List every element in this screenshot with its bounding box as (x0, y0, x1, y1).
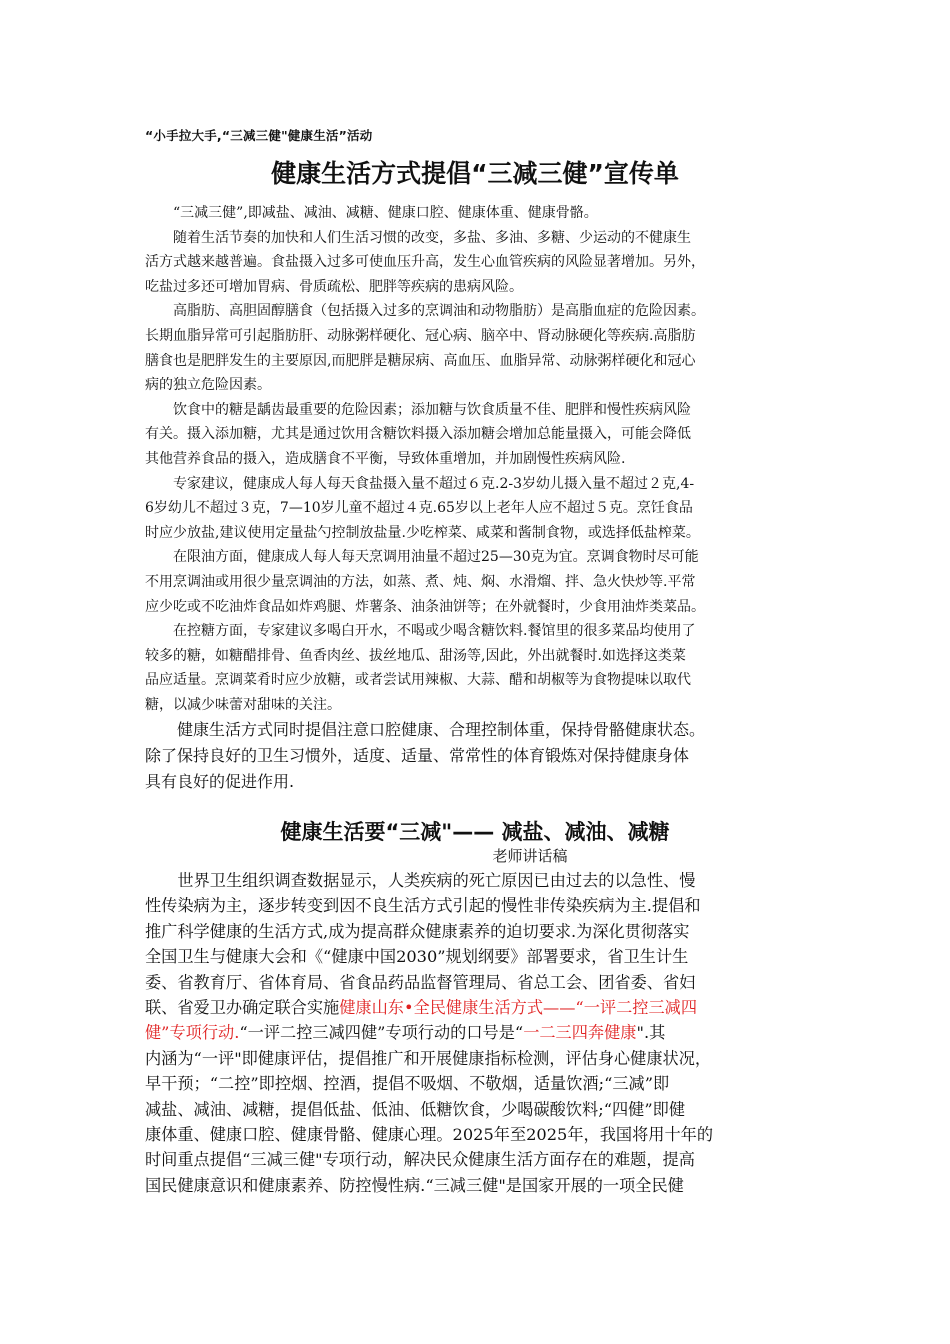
paragraph-salt-advice: 专家建议，健康成人每人每天食盐摄入量不超过６克.2-3岁幼儿摄入量不超过２克,4- 6岁幼儿不超过３克，7—10岁儿童不超过４克.65岁以上老年人应不超过５克。烹饪食品 时应少放盐,建议使用定量盐勺控制放盐量.少吃榨菜、咸菜和酱制食物，或选择低盐榨菜。 (145, 475, 700, 541)
activity-header: “小手拉大手,“三减三健"健康生活”活动 (145, 128, 373, 143)
speech-text-part1: 世界卫生组织调查数据显示，人类疾病的死亡原因已由过去的以急性、慢 性传染病为主，逐步转变到因不良生活方式引起的慢性非传染疾病为主.提倡和 推广科学健康的生活方式,成为提高群众健康素养的迫切要求.为深化贯彻落实 全国卫生与健康大会和《“健康中国2030”规划纲要》部署要求，省卫生计生 委、省教育厅、省体育局、省食品药品监督管理局、省总工会、团省委、省妇 联、省爱卫办确定联合实施 (145, 871, 701, 1018)
paragraph-definition: “三减三健”,即减盐、减油、减糖、健康口腔、健康体重、健康骨骼。 (173, 205, 598, 221)
paragraph-sugar-risk: 饮食中的糖是龋齿最重要的危险因素；添加糖与饮食质量不佳、肥胖和慢性疾病风险 有关。摄入添加糖，尤其是通过饮用含糖饮料摄入添加糖会增加总能量摄入，可能会降低 其他营养食品的摄入，造成膳食不平衡，导致体重增加，并加剧慢性疾病风险. (145, 401, 691, 467)
paragraph-healthy-lifestyle: 健康生活方式同时提倡注意口腔健康、合理控制体重，保持骨骼健康状态。 除了保持良好的卫生习惯外，适度、适量、常常性的体育锻炼对保持健康身体 具有良好的促进作用. (145, 720, 706, 792)
speech-text-part3: ".其 内涵为“一评"即健康评估，提倡推广和开展健康指标检测，评估身心健康状况， 早干预；“二控”即控烟、控酒，提倡不吸烟、不敬烟，适量饮酒;“三减”即 减盐、减油、减糖，提倡低盐、低油、低糖饮食，少喝碳酸饮料;“四健”即健 康体重、健康口腔、健康骨骼、健康心理。2025年至2025年，我国将用十年的 时间重点提倡“三减三健"专项行动，解决民众健康生活方面存在的难题，提高 国民健康意识和健康素养、防控慢性病.“三减三健"是国家开展的一项全民健 (145, 1023, 714, 1195)
slogan-highlight: 一二三四奔健康 (523, 1023, 637, 1043)
paragraph-salt-risk: 随着生活节奏的加快和人们生活习惯的改变，多盐、多油、多糖、少运动的不健康生 活方式越来越普遍。食盐摄入过多可使血压升高，发生心血管疾病的风险显著增加。另外， 吃盐过多还可增加胃病、骨质疏松、肥胖等疾病的患病风险。 (145, 229, 705, 295)
paragraph-oil-advice: 在限油方面，健康成人每人每天烹调用油量不超过25—30克为宜。烹调食物时尽可能 不用烹调油或用很少量烹调油的方法，如蒸、煮、炖、焖、水滑熘、拌、急火快炒等.平常 应少吃或不吃油炸食品如炸鸡腿、炸薯条、油条油饼等；在外就餐时，少食用油炸类菜品。 (145, 549, 705, 615)
speech-title: 健康生活要“三减"—— 减盐、减油、减糖 (280, 820, 670, 844)
paragraph-sugar-advice: 在控糖方面，专家建议多喝白开水，不喝或少喝含糖饮料.餐馆里的很多菜品均使用了 较多的糖，如糖醋排骨、鱼香肉丝、拔丝地瓜、甜汤等,因此，外出就餐时.如选择这类菜 品应适量。烹调菜肴时应少放糖，或者尝试用辣椒、大蒜、醋和胡椒等为食物提味以取代 糖，以减少味蕾对甜味的关注。 (145, 623, 696, 713)
flyer-body (145, 201, 805, 795)
paragraph-fat-risk: 高脂肪、高胆固醇膳食（包括摄入过多的烹调油和动物脂肪）是高脂血症的危险因素。 长期血脂异常可引起脂肪肝、动脉粥样硬化、冠心病、脑卒中、肾动脉硬化等疾病.高脂肪 膳食也是肥胖发生的主要原因,而肥胖是糖尿病、高血压、血脂异常、动脉粥样硬化和冠心 病的独立危险因素。 (145, 303, 705, 394)
flyer-title: 健康生活方式提倡“三减三健”宣传单 (271, 159, 679, 188)
speech-subtitle: 老师讲话稿 (492, 847, 568, 865)
campaign-name-highlight: 健康山东•全民健康生活方式——“一评二控三减四 健”专项行动. (145, 998, 698, 1043)
speech-text-part2: “一评二控三减四健”专项行动的口号是“ (239, 1023, 524, 1043)
speech-body (145, 868, 805, 1198)
speech-paragraph (145, 868, 805, 1198)
